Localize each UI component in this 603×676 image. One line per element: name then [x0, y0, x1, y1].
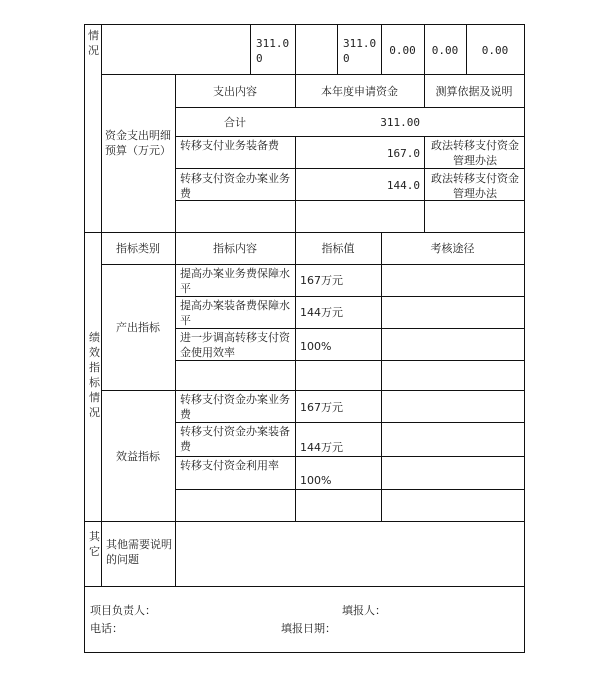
item-amount: 167.0	[386, 147, 420, 160]
item-content: 转移支付业务装备费	[180, 139, 279, 152]
section2-label: 绩效指标情况	[89, 331, 100, 419]
header-basis: 测算依据及说明	[435, 85, 513, 98]
item-content: 转移支付资金办案业务费	[180, 172, 290, 200]
project-manager-label: 项目负责人：	[90, 604, 156, 617]
header-indicator-category: 指标类别	[116, 242, 160, 255]
budget-value-4: 0.00	[431, 44, 459, 57]
section3-label: 其它	[89, 530, 100, 558]
indicator-content: 提高办案业务费保障水平	[180, 267, 290, 295]
total-label: 合计	[224, 116, 246, 129]
item-basis: 政法转移支付资金管理办法	[431, 139, 519, 167]
indicator-content: 进一步调高转移支付资金使用效率	[180, 331, 290, 359]
indicator-value: 100%	[300, 340, 332, 353]
category-benefit: 效益指标	[116, 450, 160, 463]
indicator-value: 167万元	[300, 274, 343, 287]
budget-value-3: 0.00	[389, 44, 416, 57]
budget-value-2: 311.00	[343, 37, 377, 65]
category-output: 产出指标	[116, 321, 160, 334]
indicator-value: 167万元	[300, 401, 343, 414]
indicator-content: 转移支付资金利用率	[180, 459, 279, 472]
header-indicator-content: 指标内容	[213, 242, 257, 255]
budget-value-1: 311.00	[256, 37, 290, 65]
header-expense-content: 支出内容	[213, 85, 257, 98]
detail-budget-label: 资金支出明细预算（万元）	[105, 129, 171, 157]
indicator-content: 转移支付资金办案装备费	[180, 425, 290, 453]
header-annual-amount: 本年度申请资金	[321, 85, 398, 98]
other-notes-label: 其他需要说明的问题	[106, 538, 172, 566]
header-assessment-method: 考核途径	[430, 242, 475, 255]
filler-label: 填报人：	[342, 604, 386, 617]
budget-value-5: 0.00	[481, 44, 509, 57]
header-indicator-value: 指标值	[321, 242, 355, 255]
indicator-value: 100%	[300, 474, 332, 487]
section1-label: 情况	[88, 29, 99, 57]
item-amount: 144.0	[386, 179, 420, 192]
phone-label: 电话：	[90, 622, 123, 635]
fill-date-label: 填报日期：	[281, 622, 336, 635]
indicator-value: 144万元	[300, 306, 343, 319]
indicator-content: 提高办案装备费保障水平	[180, 299, 290, 327]
total-value: 311.00	[380, 116, 420, 129]
indicator-value: 144万元	[300, 441, 343, 454]
item-basis: 政法转移支付资金管理办法	[431, 172, 519, 200]
indicator-content: 转移支付资金办案业务费	[180, 393, 290, 421]
